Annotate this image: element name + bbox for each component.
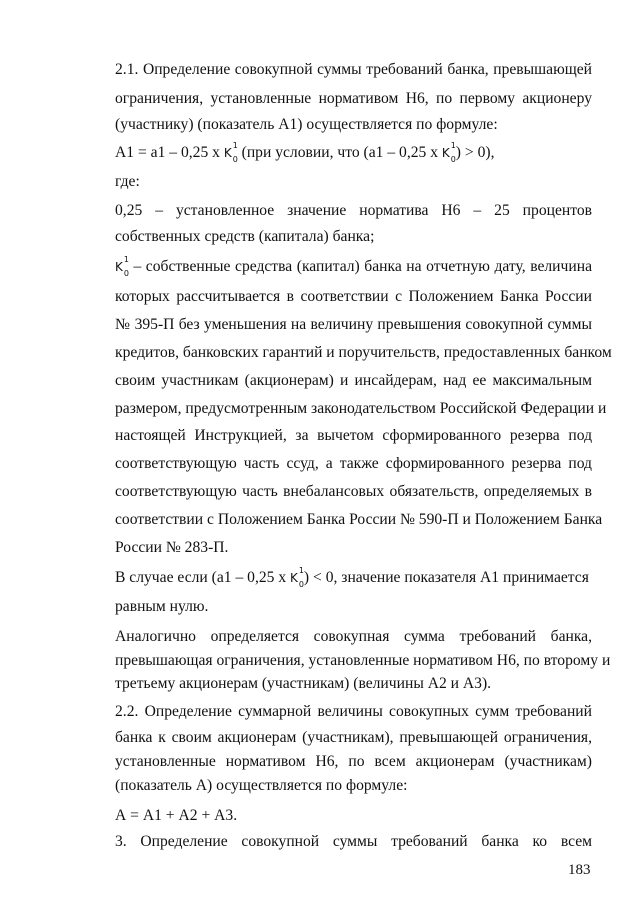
- formula-a1: [115, 143, 494, 163]
- p21-line-1: 2.1. Определение совокупной суммы требований банка, превышающей: [115, 61, 592, 78]
- def-025-line-1: 0,25 – установленное значение норматива Н6 – 25 процентов: [115, 202, 592, 219]
- def-k0-line-10: соответствии с Положением Банка России № 590-П и Положением Банка: [115, 511, 603, 528]
- p22-line-3: установленные нормативом Н6, по всем акционерам (участникам): [115, 753, 592, 770]
- formula-a1-part2: (при условии, что (а1 – 0,25 x: [241, 144, 439, 161]
- def-k0-line-11: России № 283-П.: [115, 539, 229, 556]
- similarly-line-3: третьему акционерам (участникам) (величины А2 и А3).: [115, 675, 492, 692]
- def-025-line-2: собственных средств (капитала) банка;: [115, 228, 375, 245]
- def-k0-line-3: № 395-П без уменьшения на величину превышения совокупной суммы: [115, 316, 592, 333]
- def-k0-line-2: которых рассчитывается в соответствии с Положением Банка России: [115, 288, 592, 305]
- k0-symbol: K 1 0: [223, 141, 238, 164]
- similarly-line-1: Аналогично определяется совокупная сумма требований банка,: [115, 628, 592, 645]
- p22-line-4: (показатель А) осуществляется по формуле:: [115, 777, 408, 794]
- page-number: 183: [568, 862, 591, 878]
- p21-line-2: ограничения, установленные нормативом Н6, по первому акционеру: [115, 90, 592, 107]
- k0-symbol: K 1 0: [290, 566, 305, 589]
- zero-case-line-2: равным нулю.: [115, 598, 209, 615]
- def-k0-line-9: соответствующую часть внебалансовых обязательств, определяемых в: [115, 483, 592, 500]
- def-k0-line-6: размером, предусмотренным законодательством Российской Федерации и: [115, 400, 607, 417]
- p3-line-1: 3. Определение совокупной суммы требований банка ко всем: [115, 833, 592, 850]
- def-k0-line-7: настоящей Инструкцией, за вычетом сформированного резерва под: [115, 427, 592, 444]
- p21-line-3: (участнику) (показатель А1) осуществляется по формуле:: [115, 116, 498, 133]
- p22-line-1: 2.2. Определение суммарной величины совокупных сумм требований: [115, 703, 592, 720]
- def-k0-line-4: кредитов, банковских гарантий и поручительств, предоставленных банком: [115, 344, 612, 361]
- similarly-line-2: превышающая ограничения, установленные нормативом Н6, по второму и: [115, 652, 611, 669]
- p22-line-2: банка к своим акционерам (участникам), превышающей ограничения,: [115, 729, 592, 746]
- where-label: где:: [115, 173, 140, 190]
- k0-symbol: K 1 0: [441, 141, 456, 164]
- def-k0-line-8: соответствующую часть ссуд, а также сформированного резерва под: [115, 455, 592, 472]
- formula-a1-part1: А1 = а1 – 0,25 x: [115, 144, 220, 161]
- def-k0-line-5: своим участникам (акционерам) и инсайдерам, над ее максимальным: [115, 372, 592, 389]
- k0-symbol: K 1 0: [115, 255, 129, 278]
- zero-case-line-1: В случае если (а1 – 0,25 x K 1 0 ) < 0, значение показателя А1 принимается: [115, 566, 589, 589]
- formula-a: А = А1 + А2 + А3.: [115, 807, 238, 824]
- formula-a1-part3: ) > 0),: [455, 144, 495, 161]
- def-k0-line-1: K 1 0 – собственные средства (капитал) банка на отчетную дату, величина: [115, 255, 592, 278]
